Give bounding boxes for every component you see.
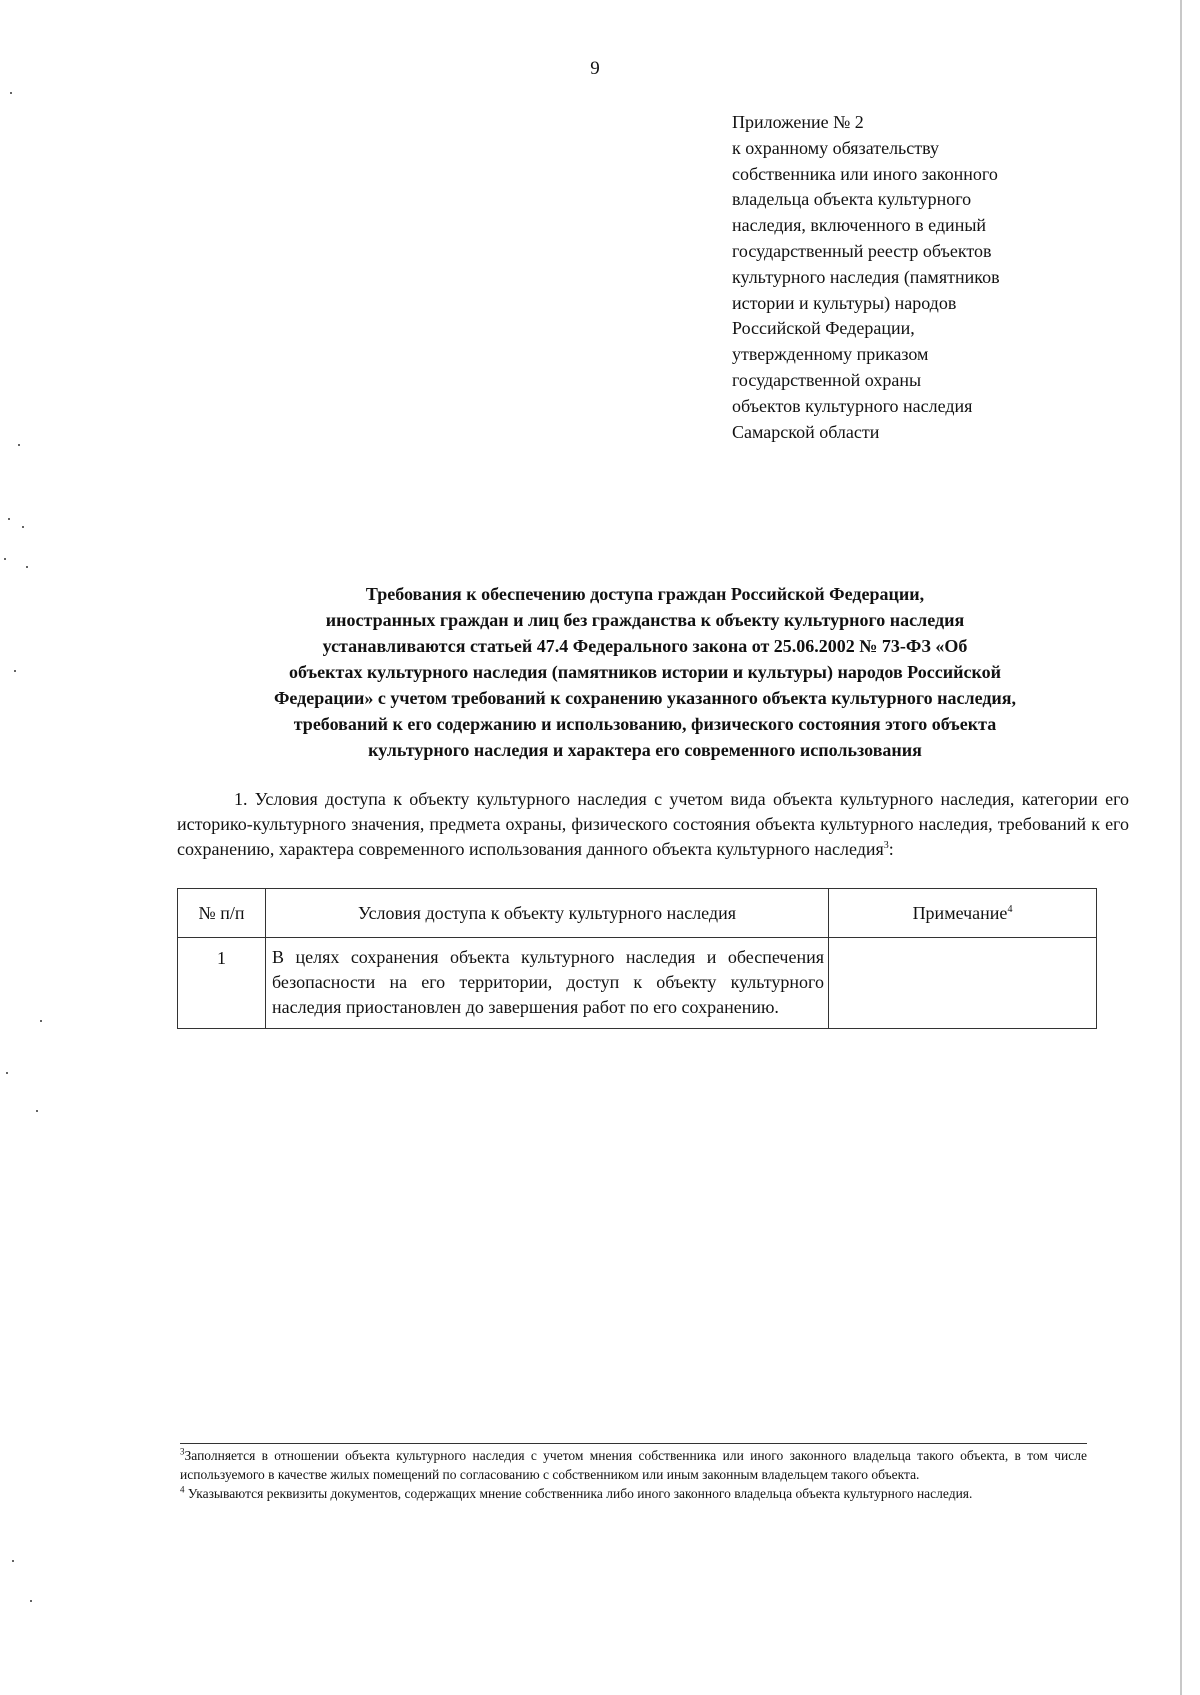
scan-speck — [22, 526, 24, 528]
table-header-row — [178, 889, 1097, 938]
title-line: культурного наследия и характера его современного использования — [368, 740, 922, 760]
appendix-header — [732, 110, 1092, 445]
header-note — [829, 889, 1097, 938]
appendix-line: объектов культурного наследия — [732, 395, 973, 416]
scan-speck — [30, 1600, 32, 1602]
header-number: № п/п — [178, 889, 266, 938]
footnote-text: Указываются реквизиты документов, содержащих мнение собственника либо иного законного владельца объекта культурного наследия. — [184, 1486, 973, 1501]
appendix-line: Приложение № 2 — [732, 112, 864, 132]
footnotes — [180, 1446, 1087, 1503]
title-line: Федерации» с учетом требований к сохранению указанного объекта культурного наследия, — [273, 688, 1017, 708]
appendix-line: владельца объекта культурного — [732, 189, 972, 210]
title-line: объектах культурного наследия (памятников истории и культуры) народов Российской — [289, 662, 1001, 682]
appendix-line: государственный реестр объектов — [732, 240, 992, 261]
scan-speck — [40, 1020, 42, 1022]
cell-note — [829, 938, 1097, 1029]
appendix-line: наследия, включенного в единый — [732, 215, 987, 236]
intro-paragraph — [177, 787, 1129, 862]
page-edge — [1180, 0, 1182, 1695]
header-note-label: Примечание — [912, 902, 1008, 923]
scan-speck — [36, 1110, 38, 1112]
document-title — [170, 581, 1120, 763]
scan-speck — [4, 558, 6, 560]
footnote-ref: 3 — [883, 840, 889, 851]
intro-tail: : — [888, 839, 894, 859]
footnote-item — [180, 1484, 1087, 1503]
appendix-line: истории и культуры) народов — [732, 292, 957, 313]
footnote-ref: 4 — [1007, 903, 1013, 915]
scan-speck — [12, 1560, 14, 1562]
appendix-line: Российской Федерации, — [732, 318, 915, 339]
appendix-line: утвержденному приказом — [732, 344, 929, 365]
title-line: требований к его содержанию и использованию, физического состояния этого объекта — [293, 714, 997, 734]
appendix-line: собственника или иного законного — [732, 163, 998, 184]
table-row — [178, 938, 1097, 1029]
title-line: иностранных граждан и лиц без гражданства к объекту культурного наследия — [325, 610, 965, 630]
title-line: устанавливаются статьей 47.4 Федерального закона от 25.06.2002 № 73-ФЗ «Об — [322, 636, 968, 656]
page-number: 9 — [590, 58, 600, 79]
access-conditions-table — [177, 888, 1097, 1029]
scan-speck — [26, 566, 28, 568]
scan-speck — [14, 670, 16, 672]
appendix-line: государственной охраны — [732, 369, 922, 390]
footnote-item — [180, 1446, 1087, 1484]
scan-speck — [6, 1072, 8, 1074]
intro-text: 1. Условия доступа к объекту культурного наследия с учетом вида объекта культурного наследия, категории его историко-культурного значения, предмета охраны, физического состояния объекта культурного наследия, требований к его сохранению, характера современного использования данного объекта культурного наследия — [177, 789, 1129, 859]
scan-speck — [8, 518, 10, 520]
footnote-text: Заполняется в отношении объекта культурного наследия с учетом мнения собственника или иного законного владельца такого объекта, в том числе используемого в качестве жилых помещений по согласованию с собственником или иным законным владельцем такого объекта. — [180, 1448, 1087, 1482]
cell-number: 1 — [178, 938, 266, 1029]
appendix-line: Самарской области — [732, 421, 880, 442]
footnote-mark: 4 — [180, 1484, 185, 1495]
scan-speck — [10, 92, 12, 94]
appendix-line: к охранному обязательству — [732, 137, 940, 158]
scan-speck — [18, 444, 20, 446]
footnote-mark: 3 — [180, 1446, 185, 1457]
cell-conditions: В целях сохранения объекта культурного наследия и обеспечения безопасности на его территории, доступ к объекту культурного наследия приостановлен до завершения работ по его сохранению. — [266, 938, 829, 1029]
appendix-line: культурного наследия (памятников — [732, 266, 1000, 287]
header-conditions: Условия доступа к объекту культурного наследия — [266, 889, 829, 938]
title-line: Требования к обеспечению доступа граждан Российской Федерации, — [365, 584, 925, 604]
footnote-divider — [180, 1443, 1087, 1444]
